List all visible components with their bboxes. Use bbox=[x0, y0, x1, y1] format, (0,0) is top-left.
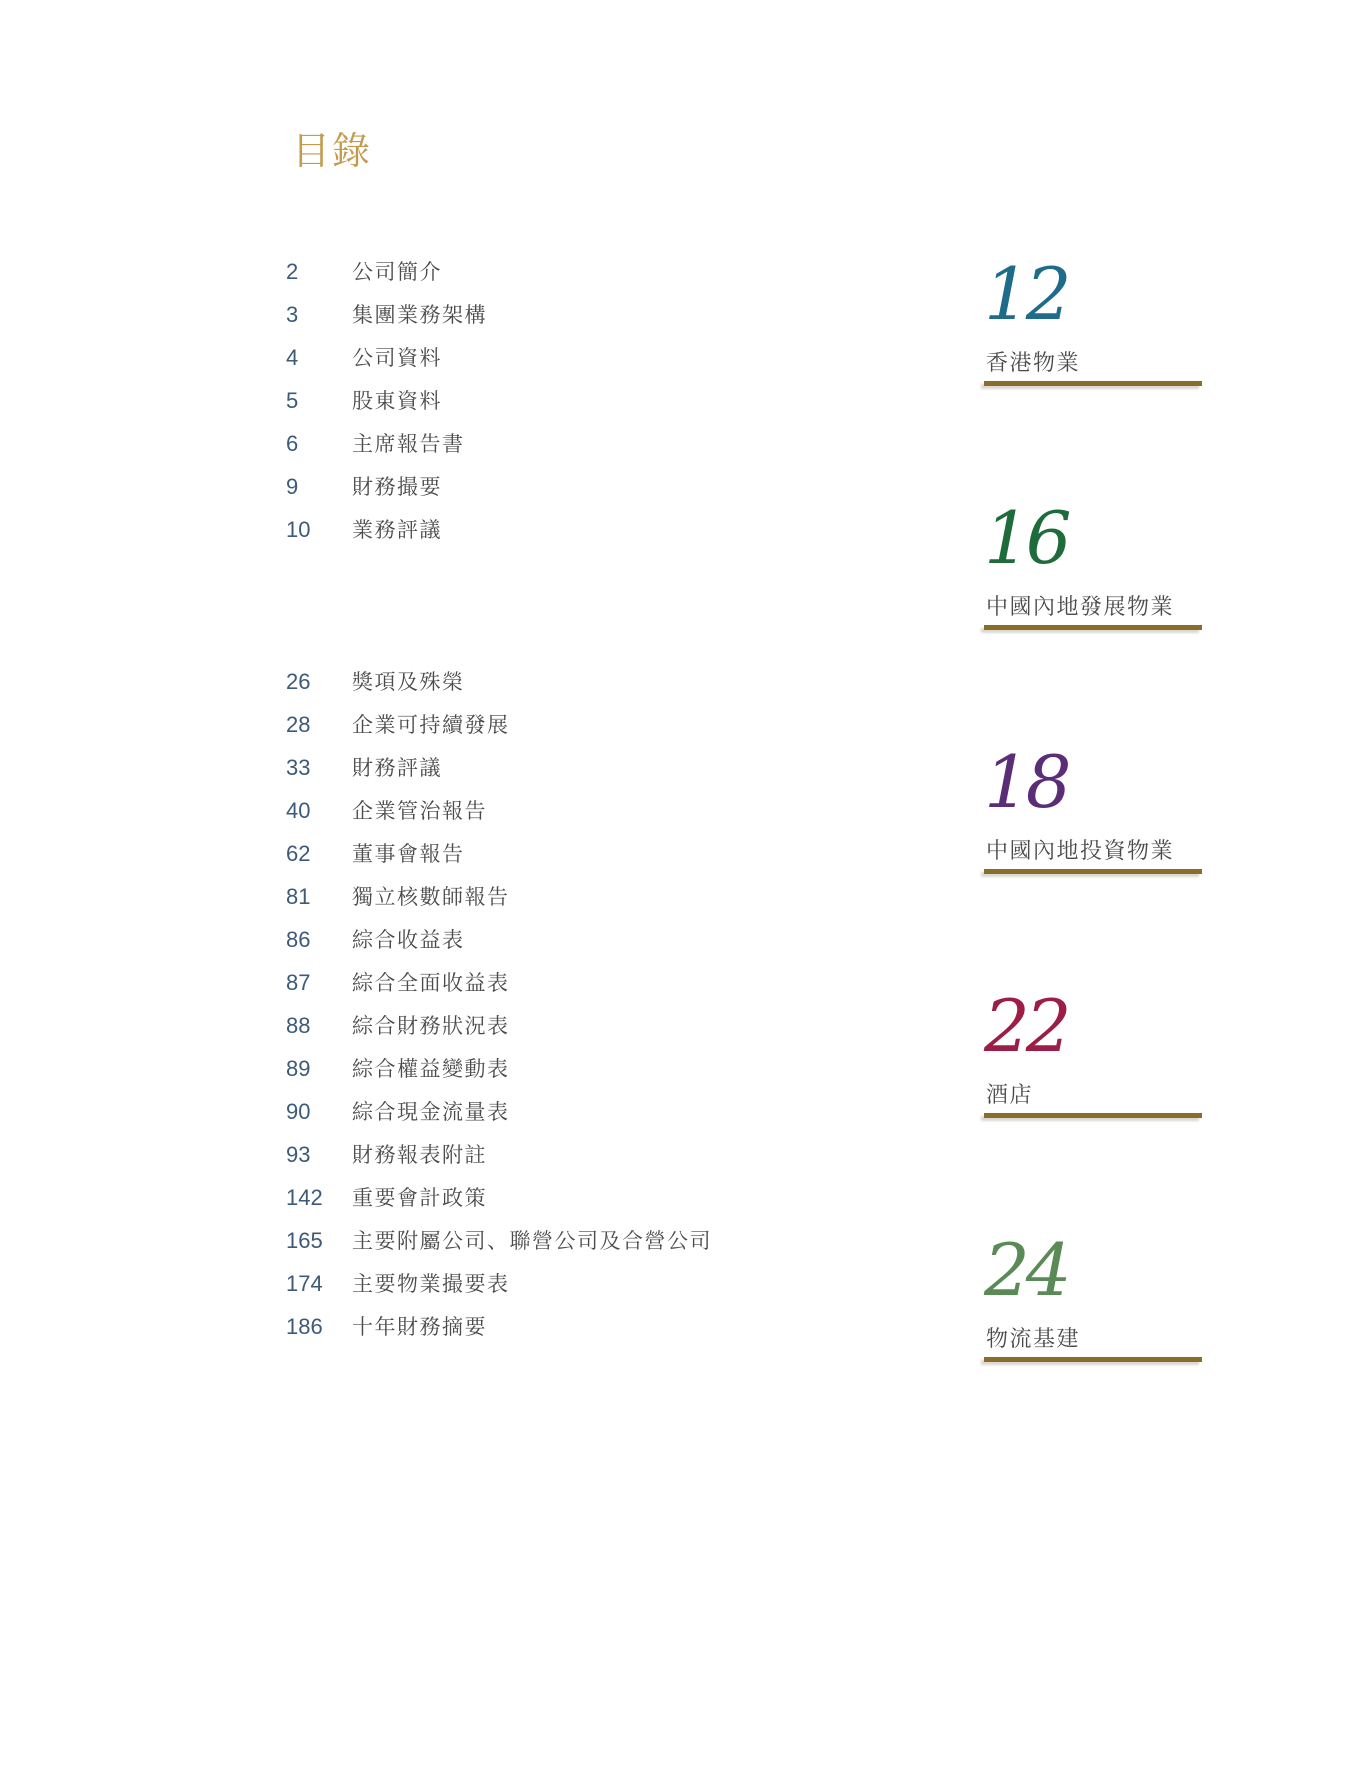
section-page-number: 22 bbox=[984, 984, 1068, 1068]
page-title: 目錄 bbox=[292, 129, 373, 173]
toc-item-label: 主要附屬公司、聯營公司及合營公司 bbox=[352, 1229, 712, 1253]
toc-page-number: 62 bbox=[286, 841, 311, 866]
toc-page-number: 86 bbox=[286, 927, 311, 952]
toc-item[interactable] bbox=[286, 379, 487, 422]
section-label: 中國內地投資物業 bbox=[986, 839, 1175, 864]
toc-item[interactable] bbox=[286, 293, 487, 336]
section-label: 物流基建 bbox=[986, 1327, 1081, 1352]
section-divider bbox=[984, 625, 1202, 630]
toc-item[interactable] bbox=[286, 1176, 712, 1219]
toc-item[interactable] bbox=[286, 918, 712, 961]
section-divider bbox=[984, 381, 1202, 386]
section-label: 酒店 bbox=[986, 1083, 1034, 1108]
toc-item[interactable] bbox=[286, 1090, 712, 1133]
toc-page-number: 9 bbox=[286, 474, 299, 499]
toc-item-label: 財務撮要 bbox=[352, 475, 442, 499]
section-page-number: 18 bbox=[984, 740, 1068, 824]
toc-page-number: 28 bbox=[286, 712, 311, 737]
toc-item[interactable] bbox=[286, 961, 712, 1004]
toc-item-label: 集團業務架構 bbox=[352, 303, 487, 327]
toc-item[interactable] bbox=[286, 336, 487, 379]
toc-item-label: 公司簡介 bbox=[352, 260, 442, 284]
section-page-number: 12 bbox=[984, 252, 1068, 336]
toc-item-label: 企業可持續發展 bbox=[352, 713, 510, 737]
toc-item[interactable] bbox=[286, 508, 487, 551]
toc-page-number: 88 bbox=[286, 1013, 311, 1038]
toc-page-number: 10 bbox=[286, 517, 311, 542]
section-divider bbox=[984, 1357, 1202, 1362]
toc-item[interactable] bbox=[286, 789, 712, 832]
toc-item[interactable] bbox=[286, 1305, 712, 1348]
toc-page-number: 81 bbox=[286, 884, 311, 909]
section-mainland-investment-properties[interactable] bbox=[984, 740, 1204, 896]
toc-item[interactable] bbox=[286, 422, 487, 465]
toc-page-number: 33 bbox=[286, 755, 311, 780]
toc-item-label: 主席報告書 bbox=[352, 432, 465, 456]
toc-page-number: 186 bbox=[286, 1314, 323, 1339]
toc-item-label: 獨立核數師報告 bbox=[352, 885, 510, 909]
toc-item[interactable] bbox=[286, 1133, 712, 1176]
toc-item[interactable] bbox=[286, 746, 712, 789]
toc-item[interactable] bbox=[286, 660, 712, 703]
toc-page-number: 26 bbox=[286, 669, 311, 694]
section-page-number: 16 bbox=[984, 496, 1068, 580]
toc-item-label: 綜合全面收益表 bbox=[352, 971, 510, 995]
toc-item-label: 綜合權益變動表 bbox=[352, 1057, 510, 1081]
toc-page-number: 165 bbox=[286, 1228, 323, 1253]
section-hong-kong-properties[interactable] bbox=[984, 252, 1204, 408]
section-mainland-development-properties[interactable] bbox=[984, 496, 1204, 652]
section-label: 香港物業 bbox=[986, 351, 1081, 376]
toc-page-number: 87 bbox=[286, 970, 311, 995]
toc-item[interactable] bbox=[286, 250, 487, 293]
toc-item[interactable] bbox=[286, 832, 712, 875]
toc-item-label: 股東資料 bbox=[352, 389, 442, 413]
toc-page-number: 174 bbox=[286, 1271, 323, 1296]
toc-item-label: 綜合財務狀況表 bbox=[352, 1014, 510, 1038]
toc-item[interactable] bbox=[286, 465, 487, 508]
toc-item[interactable] bbox=[286, 875, 712, 918]
toc-page-number: 4 bbox=[286, 345, 299, 370]
toc-list-first bbox=[286, 250, 487, 551]
toc-page-number: 90 bbox=[286, 1099, 311, 1124]
toc-item-label: 獎項及殊榮 bbox=[352, 670, 465, 694]
toc-item-label: 財務報表附註 bbox=[352, 1143, 487, 1167]
toc-page-number: 142 bbox=[286, 1185, 323, 1210]
toc-item[interactable] bbox=[286, 1262, 712, 1305]
toc-item-label: 重要會計政策 bbox=[352, 1186, 487, 1210]
section-divider bbox=[984, 1113, 1202, 1118]
toc-item[interactable] bbox=[286, 1219, 712, 1262]
section-page-number: 24 bbox=[984, 1228, 1068, 1312]
toc-item-label: 十年財務摘要 bbox=[352, 1315, 487, 1339]
toc-item-label: 主要物業撮要表 bbox=[352, 1272, 510, 1296]
section-hotels[interactable] bbox=[984, 984, 1204, 1140]
toc-page-number: 6 bbox=[286, 431, 299, 456]
toc-list-second bbox=[286, 660, 712, 1348]
toc-item-label: 綜合現金流量表 bbox=[352, 1100, 510, 1124]
toc-item-label: 企業管治報告 bbox=[352, 799, 487, 823]
section-logistics-infrastructure[interactable] bbox=[984, 1228, 1204, 1384]
toc-item[interactable] bbox=[286, 1004, 712, 1047]
toc-item-label: 財務評議 bbox=[352, 756, 442, 780]
toc-item-label: 業務評議 bbox=[352, 518, 442, 542]
toc-page-number: 89 bbox=[286, 1056, 311, 1081]
toc-page-number: 3 bbox=[286, 302, 299, 327]
toc-item[interactable] bbox=[286, 703, 712, 746]
section-divider bbox=[984, 869, 1202, 874]
toc-item-label: 公司資料 bbox=[352, 346, 442, 370]
toc-page-number: 93 bbox=[286, 1142, 311, 1167]
toc-page-number: 2 bbox=[286, 259, 299, 284]
toc-item-label: 綜合收益表 bbox=[352, 928, 465, 952]
toc-item-label: 董事會報告 bbox=[352, 842, 465, 866]
toc-item[interactable] bbox=[286, 1047, 712, 1090]
toc-page-number: 40 bbox=[286, 798, 311, 823]
toc-page-number: 5 bbox=[286, 388, 299, 413]
section-label: 中國內地發展物業 bbox=[986, 595, 1175, 620]
